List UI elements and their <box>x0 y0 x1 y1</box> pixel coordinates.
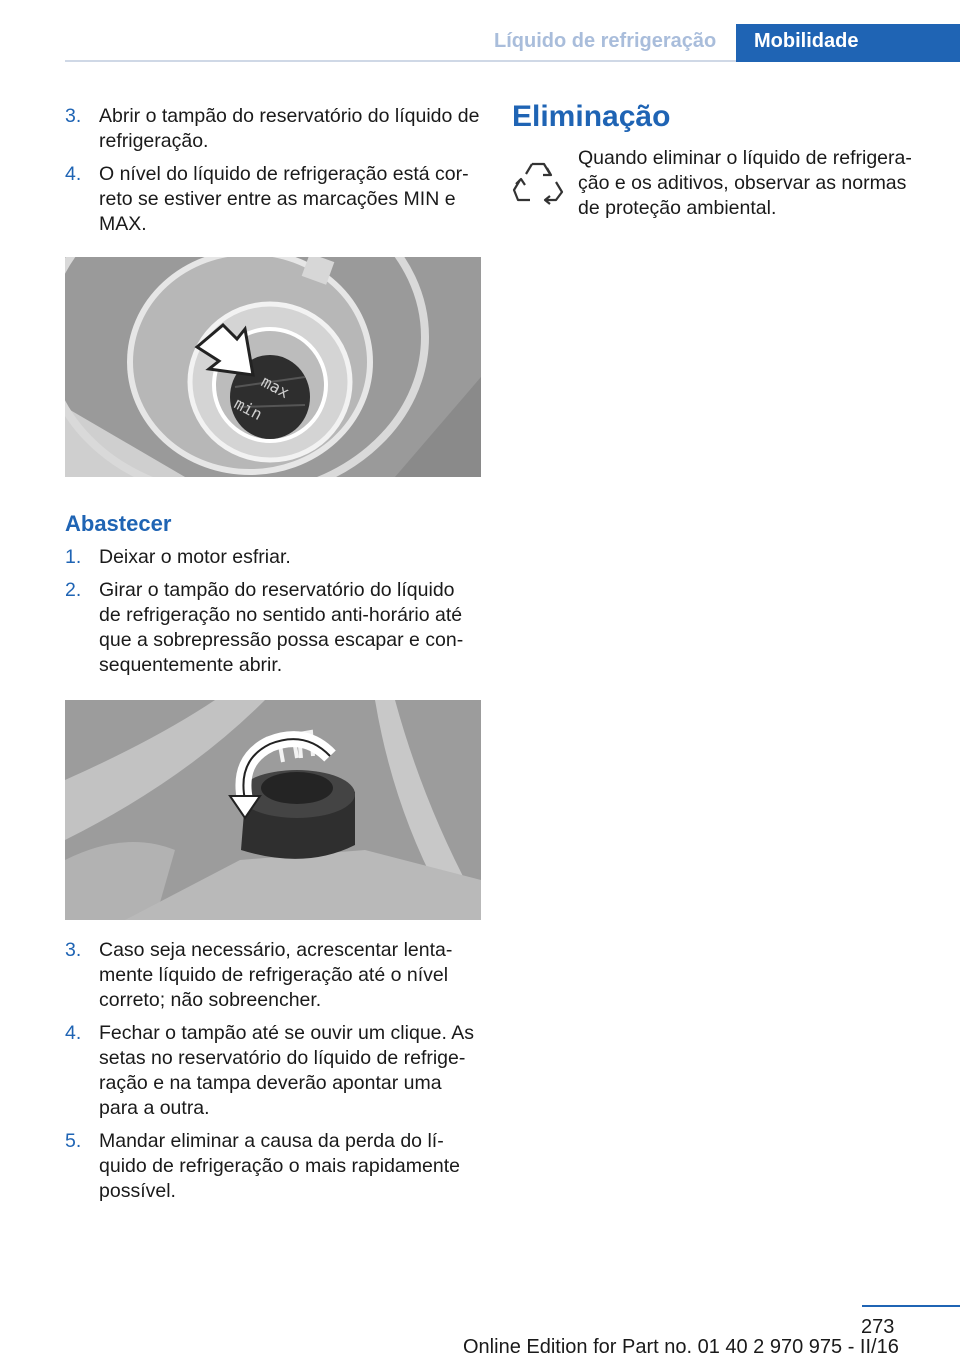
step-text: Girar o tampão do reservatório do líquido de refrigeração no sentido anti‑horário até que a sobrepressão possa escapar e con‐sequentemente abrir. <box>99 579 464 676</box>
step-number: 4. <box>65 1022 82 1044</box>
step-number: 4. <box>65 163 82 185</box>
step-text: Fechar o tampão até se ouvir um clique. As setas no reservatório do líquido de refrige‐ração e na tampa deverão apontar uma para a outra. <box>99 1022 475 1119</box>
list-item <box>65 162 481 237</box>
section-heading-eliminacao: Eliminação <box>512 100 671 133</box>
list-item <box>65 545 481 570</box>
page-number: 273 <box>861 1316 895 1338</box>
edition-note: Online Edition for Part no. 01 40 2 970 975 - II/16 <box>463 1336 899 1358</box>
disposal-text: Quando eliminar o líquido de refrigera‐ção e os aditivos, observar as normas de proteção ambiental. <box>578 147 912 219</box>
header-section-title: Líquido de refrigeração <box>494 30 717 52</box>
cap-opening-figure <box>65 700 481 920</box>
step-number: 2. <box>65 579 82 601</box>
reservoir-illustration <box>65 257 481 477</box>
chapter-label: Mobilidade <box>754 30 859 52</box>
right-column <box>512 100 932 221</box>
step-text: Mandar eliminar a causa da perda do lí‐quido de refrigeração o mais rapidamente possível. <box>99 1130 460 1202</box>
list-item <box>65 1129 481 1204</box>
coolant-reservoir-figure <box>65 257 481 477</box>
left-column <box>65 104 481 1212</box>
min-marking: min <box>231 393 266 425</box>
cap-illustration <box>65 700 481 920</box>
step-number: 5. <box>65 1130 82 1152</box>
step-text: Deixar o motor esfriar. <box>99 546 291 568</box>
section-heading-abastecer: Abastecer <box>65 511 172 536</box>
step-number: 3. <box>65 939 82 961</box>
header-chapter-tab[interactable] <box>736 24 960 62</box>
steps-list-top <box>65 104 481 237</box>
steps-list-bottom <box>65 938 481 1204</box>
step-number: 1. <box>65 546 82 568</box>
step-number: 3. <box>65 105 82 127</box>
recycle-icon <box>512 158 564 206</box>
step-text: Caso seja necessário, acrescentar lenta‐mente líquido de refrigeração até o nível correto; não sobreencher. <box>99 939 453 1011</box>
list-item <box>65 578 481 678</box>
max-marking: max <box>258 371 293 403</box>
list-item <box>65 1021 481 1121</box>
step-text: O nível do líquido de refrigeração está cor‐reto se estiver entre as marcações MIN e MAX. <box>99 163 469 235</box>
list-item <box>65 938 481 1013</box>
footer-rule <box>862 1305 960 1307</box>
list-item <box>65 104 481 154</box>
step-text: Abrir o tampão do reservatório do líquido de refrigeração. <box>99 105 480 152</box>
steps-list-mid <box>65 545 481 678</box>
